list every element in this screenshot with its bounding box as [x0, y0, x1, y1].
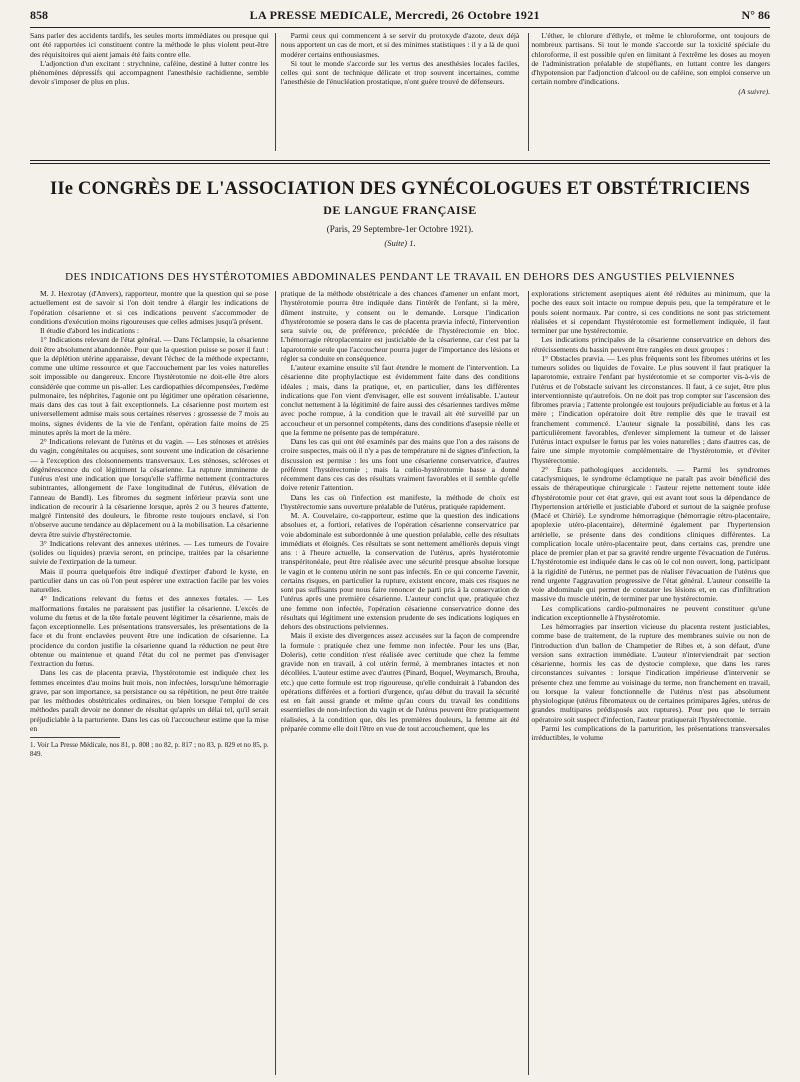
paragraph: M. A. Couvelaire, co-rapporteur, estime que la question des indications absolues et, a fortiori, relatives de l'opération césarienne conservatrice par voie abdominale est subordonnée à une question préalable, celle des résultats immédiats et éloignés. Ces résultats se sont nettement améliorés depuis vingt ans : à l'heure actuelle, la conservation de l'utérus, après hystérotomie transpéritonéale, peut être réalisée avec une sécurité presque absolue lorsque le vagin et le contenu utérin ne sont pas infectés. En ce qui concerne l'avenir, certains risques, en particulier la rupture, existent encore, mais ces risques ne sont pas suffisants pour nous faire renoncer de parti pris à la conservation de l'utérus après une première césarienne. L'auteur conclut que, pratiquée chez une femme non infectée, l'opération césarienne conservatrice donne des résultats qui légitiment une extension prudente de ses indications logiques en dehors des obstructions pelviennes.	[280, 511, 520, 631]
paragraph: Mais il existe des divergences assez accusées sur la façon de comprendre la formule : pratiquée chez une femme non infectée. Pour les uns (Bar, Doleris), cette condition n'est réalisée avec certitude que chez la femme gravide non en travail, à col utérin fermé, à membranes intactes et non décollées. L'auteur estime avec d'autres (Pinard, Boquel, Weymarsch, Brouha, etc.) que cette formule est trop rigoureuse, qu'elle conduirait à l'abandon des opérations différées et a fortiori d'urgence, qu'au début du travail la sécurité est en fait aussi grande et même qu'au cours du travail les conditions essentielles de non-infection du vagin et de l'utérus peuvent être pratiquement réalisées, à la condition que, dès les premières douleurs, la femme ait été préparée comme elle doit l'être en vue de tout accouchement, que les	[280, 631, 520, 733]
footnote: 1. Voir La Presse Médicale, nos 81, p. 808 ; no 82, p. 817 ; no 83, p. 829 et no 85, p. 849.	[30, 741, 269, 758]
column-divider	[275, 33, 276, 151]
paragraph: Dans les cas qui ont été examinés par des mains que l'on a des raisons de croire suspectes, mais où il n'y a pas de température ni de signes d'infection, la discussion est permise : les uns font une césarienne conservatrice, d'autres préfèrent l'hystérectomie ; mais la cœlio-hystérotomie basse a donné récemment dans ces cas des résultats vraiment favorables et il semble qu'elle doive retenir l'attention.	[280, 437, 520, 493]
paragraph: Parmi ceux qui commencent à se servir du protoxyde d'azote, deux déjà nous apportent un cas de mort, et si des minimes statistiques : il y a là de quoi modérer certains enthousiasmes.	[280, 31, 520, 59]
paragraph: L'auteur examine ensuite s'il faut étendre le moment de l'intervention. La césarienne dite prophylactique est évidemment faite dans des conditions idéales ; mais, dans la pratique, et, en particulier, dans les différentes indications que l'on vient d'envisager, elle est souvent irréalisable. L'auteur conclut nettement à la légitimité de faire aussi des césariennes tardives même avec poche rompue, à la condition que le travail ait été surveillé par un accoucheur et un personnel compétents, dans des conditions d'asepsie réelle et que la femme ne présente pas de température.	[280, 363, 520, 437]
paragraph: 4° Indications relevant du fœtus et des annexes fœtales. — Les malformations fœtales ne paraissent pas justifier la césarienne. L'excès de volume du fœtus et de la tête fœtale peuvent légitimer la césarienne, mais de façon exceptionnelle. Les présentations transversales, les présentations de la face et du front enclavées peuvent être une indication de césarienne. La procidence du cordon justifie la césarienne quand la réduction ne peut être obtenue ou maintenue et quand l'état du col ne permet pas d'envisager l'extraction du fœtus.	[30, 594, 269, 668]
paragraph: Sans parler des accidents tardifs, les seules morts immédiates ou presque qui ont été rapportées ici constituent contre la méthode le plus violent peut-être des réquisitoires qui aient jamais été faits contre elle.	[30, 31, 269, 59]
congress-suite: (Suite) 1.	[384, 238, 416, 248]
congress-heading	[30, 178, 770, 248]
article-title: DES INDICATIONS DES HYSTÉROTOMIES ABDOMINALES PENDANT LE TRAVAIL EN DEHORS DES ANGUSTIES PELVIENNES	[65, 271, 735, 283]
top-columns	[30, 31, 770, 155]
paragraph: Les indications principales de la césarienne conservatrice en dehors des rétrécissements du bassin peuvent être rangées en deux groupes :	[531, 335, 771, 354]
paragraph: 2° Indications relevant de l'utérus et du vagin. — Les sténoses et atrésies du vagin, congénitales ou acquises, sont souvent une indication de césarienne — à l'exception des cloisonnements transversaux. Les sténoses, scléroses et dégénérescence du col légitiment la césarienne. La rupture imminente de l'utérus n'est une indication que lorsqu'elle s'affirme nettement (contractures subintrantes, allongement de l'axe longitudinal de l'utérus, élévation de l'anneau de Bandl). Les fibromes du segment inférieur prævia sont une indication de recourir à la césarienne lorsque, après 2 ou 3 heures d'attente, malgré l'intensité des douleurs, le fibrome reste toujours enclavé, si l'on n'observe aucune tendance au déplacement ou à la mobilisation. La césarienne devra être suivie d'hystérectomie.	[30, 437, 269, 539]
section-rule-thin	[30, 163, 770, 164]
body-columns	[30, 289, 770, 1077]
column-divider	[528, 33, 529, 151]
journal-title: LA PRESSE MEDICALE, Mercredi, 26 Octobre 1921	[249, 8, 540, 22]
paragraph: Si tout le monde s'accorde sur les vertus des anesthésies locales faciles, celles qui sont de technique délicate et trop souvent incertaines, comme l'anesthésie de l'énucléation prostatique, n'ont guère trouvé de défenseurs.	[280, 58, 520, 87]
paragraph: 2° États pathologiques accidentels. — Parmi les syndromes cataclysmiques, le syndrome éclamptique ne paraît pas avoir bénéficié des essais de thérapeutique chirurgicale : l'auteur rejette nettement toute idée d'hystérotomie pour cet état grave, qui est avant tout sous la dépendance de l'hypertension artérielle et justiciable d'abord et surtout de la saignée profuse (Macé et Chirié). Le syndrome hémorragique (hémorragie rétro-placentaire, apoplexie utéro-placentaire), déterminé également par l'hypertension artérielle, se présente dans des conditions cliniques différentes. La complication locale utéro-placentaire peut, dans certains cas, prendre une place de premier plan et par sa gravité rendre urgente l'évacuation de l'utérus. L'hystérotomie est indiquée dans le cas où le col non ouvert, long, participant à la rigidité de l'utérus, ne permet pas de réaliser l'évacuation de l'utérus que rend urgente l'aggravation progressive de l'état général. L'auteur conseille la voie abdominale qui permet de constater les lésions et, en cas d'infiltration massive du muscle utérin, de terminer par une hystérectomie.	[531, 464, 771, 604]
paragraph: M. J. Hexrotay (d'Anvers), rapporteur, montre que la question qui se pose actuellement est de savoir si l'on doit tendre à élargir les indications de l'opération césarienne et si ces indications peuvent s'accommoder de conditions d'exécution moins rigoureuses que celles admises jusqu'à présent.	[30, 289, 269, 326]
page-number: 858	[30, 8, 48, 22]
top-column-1	[30, 31, 269, 155]
page-header	[30, 8, 770, 24]
paragraph: pratique de la méthode obstétricale a des chances d'amener un enfant mort, l'hystérotomie pourra être indiquée dans l'intérêt de l'enfant, si la mère, dûment instruite, y consent ou le demande. Lorsque l'indication d'hystérotomie se posera dans le cas de placenta prævia infecté, l'intervention sera suivie ou, de préférence, précédée de l'hystérectomie en bloc. L'hémorragie rétroplacentaire est justiciable de la césarienne, car c'est par la laparotomie seule que l'accoucheur pourra juger de l'importance des lésions et régler sa conduite en conséquence.	[280, 289, 520, 363]
column-divider	[275, 291, 276, 1075]
header-rule	[30, 27, 770, 28]
congress-dates: (Paris, 29 Septembre-1er Octobre 1921).	[326, 224, 474, 234]
paragraph: Dans les cas de placenta prævia, l'hystérotomie est indiquée chez les femmes enceintes d'au moins huit mois, non infectées, lorsqu'une hémorragie grave, par son importance, sa persistance ou sa répétition, ne peut être traitée par les méthodes obstétricales ordinaires, ou bien lorsque l'emploi de ces méthodes paraît devoir ne donner de résultat qu'après un délai tel, qu'il serait préjudiciable à la parturiente. Dans les cas où l'accoucheur estime que la mise en	[30, 668, 269, 733]
congress-subtitle: DE LANGUE FRANÇAISE	[323, 203, 477, 217]
paragraph: 1° Obstacles prævia. — Les plus fréquents sont les fibromes utérins et les tumeurs solides ou liquides de l'ovaire. Le plus souvent il faut pratiquer la laparotomie, extraire l'enfant par hystérotomie et se comporter vis-à-vis de l'utérus et de l'obstacle suivant les circonstances. Il faut, à ce sujet, être plus interventionniste qu'autrefois. On ne doit pas trop compter sur l'ascension des fibromes prævia ; l'attente prolongée est toujours préjudiciable au fœtus et à la mère ; l'indication opératoire doit être remplie dès que le travail est franchement commencé. L'auteur signale la possibilité, dans les cas particulièrement favorables, d'enlever simplement la tumeur et de laisser l'utérus intact expulser le fœtus par les voies naturelles ; dans d'autres cas, de faire une simple myotomie complémentaire de l'hystérotomie, et d'éviter l'hystérectomie.	[531, 353, 771, 465]
suite-note: (A suivre).	[738, 86, 771, 96]
paragraph: Parmi les complications de la parturition, les présentations transversales irréductibles, le volume	[531, 723, 771, 742]
paragraph: L'éther, le chlorure d'éthyle, et même le chloroforme, ont toujours de nombreux partisans. Si tout le monde s'accorde sur la toxicité spéciale du chloroforme, il est possible qu'en en limitant à l'extrême les doses au moyen de l'administration préalable de stupéfiants, en luttant contre les dangers d'hypotension par l'adjonction d'alcool ou de caféine, son emploi conserve un certain nombre d'indications.	[531, 31, 771, 87]
top-column-3	[531, 31, 770, 155]
top-column-2	[281, 31, 520, 155]
congress-title: IIe CONGRÈS DE L'ASSOCIATION DES GYNÉCOLOGUES ET OBSTÉTRICIENS	[50, 179, 750, 199]
column-divider	[528, 291, 529, 1075]
paragraph: Mais il pourra quelquefois être indiqué d'extirper d'abord le kyste, en particulier dans un cas où l'on peut espérer une extraction facile par les voies naturelles.	[30, 566, 269, 594]
paragraph: 3° Indications relevant des annexes utérines. — Les tumeurs de l'ovaire (solides ou liquides) prævia seront, en principe, traitées par la césarienne suivie de l'extirpation de la tumeur.	[30, 538, 269, 567]
section-rule	[30, 160, 770, 161]
paragraph: Les complications cardio-pulmonaires ne peuvent constituer qu'une indication exceptionnelle à l'hystérotomie.	[531, 603, 771, 622]
body-column-1	[30, 289, 269, 1077]
paragraph: Dans les cas où l'infection est manifeste, la méthode de choix est l'hystérectomie sans ouverture préalable de l'utérus, pratiquée rapidement.	[280, 492, 520, 511]
paragraph: 1° Indications relevant de l'état général. — Dans l'éclampsie, la césarienne doit être absolument abandonnée. Pour que la question puisse se poser il faut : que la déplétion utérine apparaisse, devant l'échec de la méthode expectante, comme une ultime ressource et que l'accouchement par les voies naturelles soit impossible ou dangereux. Encore l'hystérotomie ne doit-elle être alors considérée que comme un pis-aller. Les cardiopathies décompensées, l'œdème pulmonaire, les néphrites, l'agonie ont pu légitimer une opération césarienne, mais dans des cas tout à fait exceptionnels. La césarienne post mortem est universellement admise mais sous certaines réserves : grossesse de 7 mois au moins, signes évidents de la vie de l'enfant, opération faite moins de 25 minutes après la mort de la mère.	[30, 335, 269, 437]
body-column-3	[531, 289, 770, 1077]
paragraph: Les hémorragies par insertion vicieuse du placenta restent justiciables, comme base de traitement, de la rupture des membranes suivie ou non de l'introduction d'un ballon de Champetier de Ribes et, à son défaut, d'une version sans extraction immédiate. L'auteur n'interviendrait par section césarienne, hormis les cas de dystocie complexe, que dans les rares circonstances suivantes : lorsque l'indication impérieuse d'intervenir se présente chez une femme au voisinage du terme, non franchement en travail, ou lorsque la valeur fonctionnelle de l'utérus n'est pas absolument physiologique (utérus fibromateux ou de certaines primipares âgées, utérus de grandes multipares prédisposés aux ruptures). Pour peu que le terrain opératoire soit suspect d'infection, l'auteur pratiquerait l'hystérectomie.	[531, 622, 771, 724]
issue-number: N° 86	[741, 8, 770, 22]
paragraph: L'adjonction d'un excitant : strychnine, caféine, destiné à lutter contre les phénomènes dépressifs qui accompagnent l'anesthésie rachidienne, semble devoir s'imposer de plus en plus.	[30, 58, 269, 87]
paragraph: Il étudie d'abord les indications :	[40, 326, 140, 335]
paragraph: explorations strictement aseptiques aient été réduites au minimum, que la poche des eaux soit intacte ou rompue depuis peu, que la température et le pouls soient normaux. Par contre, si ces conditions ne sont pas strictement réalisées et si cependant l'hystérotomie est formellement indiquée, il faut terminer par une hystérectomie.	[531, 289, 771, 335]
body-column-2	[281, 289, 520, 1077]
